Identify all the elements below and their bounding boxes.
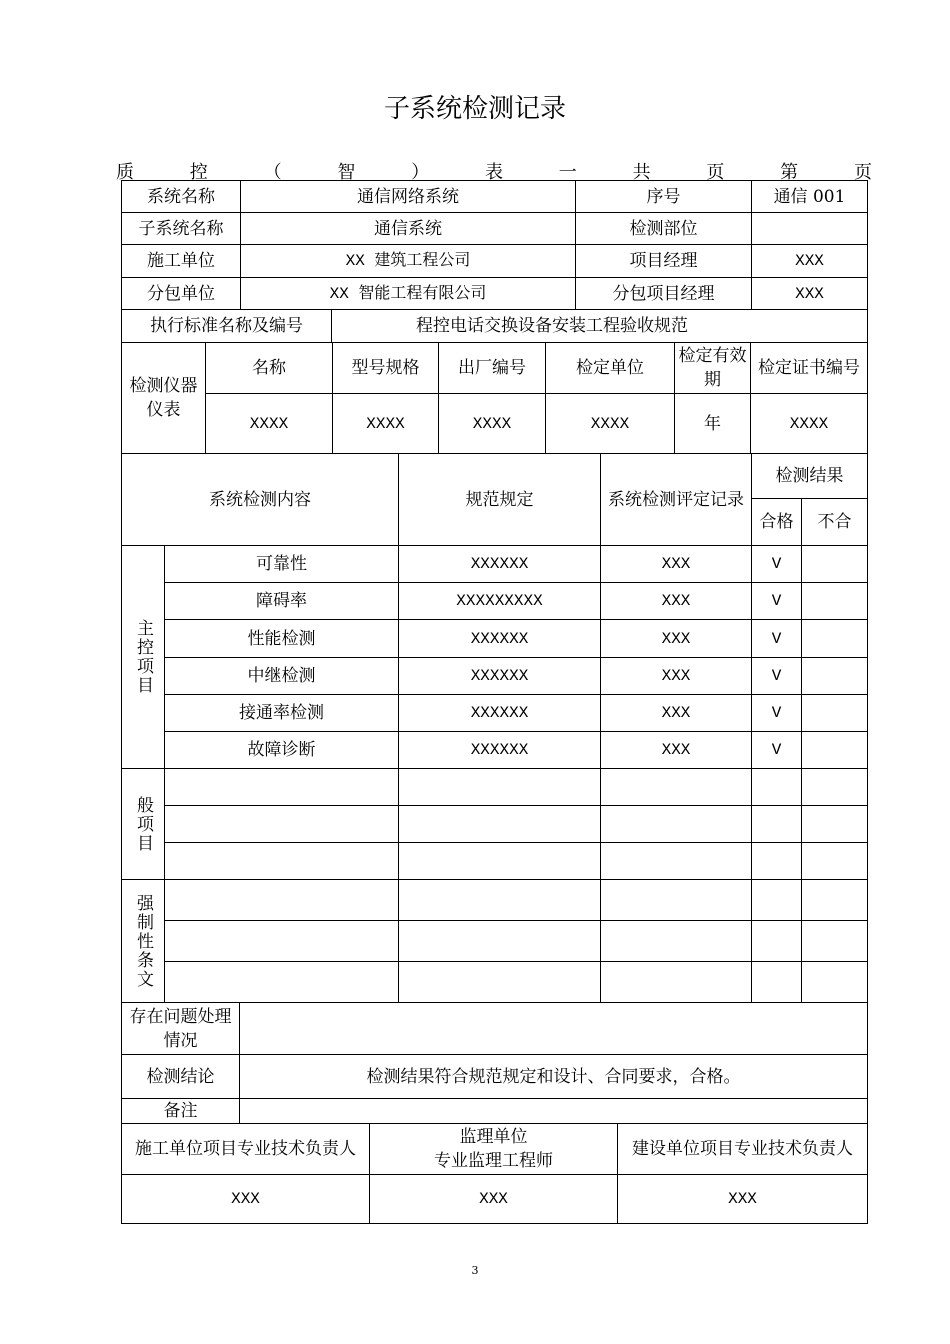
record-header: 系统检测评定记录 (601, 454, 752, 546)
general-item-cell (752, 843, 802, 880)
mandatory-item-cell (165, 880, 399, 921)
main-items-label: 主控项目 (122, 546, 165, 769)
check-table (121, 453, 868, 1003)
main-item-pass: V (752, 583, 802, 620)
form-subheader (116, 158, 872, 183)
general-item-cell (165, 806, 399, 843)
mandatory-item-cell (399, 962, 601, 1003)
instrument-value: XXXX (439, 394, 546, 454)
subcontractor-value: XX 智能工程有限公司 (241, 278, 576, 310)
subheader-char: 页 (853, 162, 872, 183)
subheader-char: 智 (337, 162, 356, 183)
contractor-tech-label: 施工单位项目专业技术负责人 (122, 1124, 370, 1175)
sub-pm-value: XXX (752, 278, 868, 310)
mandatory-item-cell (601, 880, 752, 921)
mandatory-item-cell (802, 962, 868, 1003)
conclusion-table (121, 1002, 868, 1124)
main-item-record: XXX (601, 583, 752, 620)
contractor-tech-name: XXX (122, 1175, 370, 1224)
general-item-cell (802, 769, 868, 806)
main-item-fail (802, 658, 868, 695)
location-value (752, 213, 868, 245)
instrument-header: 检定单位 (546, 343, 675, 394)
pass-header: 合格 (752, 499, 802, 546)
main-item-fail (802, 546, 868, 583)
subheader-char: 质 (116, 162, 134, 183)
instrument-table (121, 342, 868, 454)
mandatory-item-cell (399, 880, 601, 921)
general-item-cell (165, 843, 399, 880)
main-item-name: 障碍率 (165, 583, 399, 620)
instrument-value: XXXX (333, 394, 439, 454)
subsystem-label: 子系统名称 (122, 213, 241, 245)
main-item-pass: V (752, 695, 802, 732)
main-item-record: XXX (601, 546, 752, 583)
instrument-header: 检定有效期 (675, 343, 751, 394)
main-item-spec: XXXXXX (399, 546, 601, 583)
main-item-fail (802, 583, 868, 620)
general-item-cell (399, 769, 601, 806)
owner-tech-name: XXX (618, 1175, 868, 1224)
main-item-pass: V (752, 546, 802, 583)
main-item-spec: XXXXXX (399, 732, 601, 769)
instrument-header: 出厂编号 (439, 343, 546, 394)
issues-value (240, 1003, 868, 1055)
general-items-label: 般项目 (122, 769, 165, 880)
main-item-pass: V (752, 732, 802, 769)
instrument-value: XXXX (546, 394, 675, 454)
main-item-name: 故障诊断 (165, 732, 399, 769)
conclusion-value: 检测结果符合规范规定和设计、合同要求，合格。 (240, 1055, 868, 1099)
subheader-char: 第 (780, 162, 799, 183)
instrument-value: XXXX (751, 394, 868, 454)
instrument-label: 检测仪器仪表 (122, 343, 206, 454)
main-item-name: 性能检测 (165, 620, 399, 658)
standard-label: 执行标准名称及编号 (122, 310, 332, 343)
general-item-cell (165, 769, 399, 806)
signature-table (121, 1123, 868, 1224)
mandatory-item-cell (752, 962, 802, 1003)
general-item-cell (802, 806, 868, 843)
spec-header: 规范规定 (399, 454, 601, 546)
pm-label: 项目经理 (576, 245, 752, 278)
mandatory-items-label: 强制性条文 (122, 880, 165, 1003)
fail-header: 不合 (802, 499, 868, 546)
contractor-label: 施工单位 (122, 245, 241, 278)
general-item-cell (802, 843, 868, 880)
issues-label: 存在问题处理情况 (122, 1003, 240, 1055)
mandatory-item-cell (165, 962, 399, 1003)
main-item-pass: V (752, 620, 802, 658)
subcontractor-label: 分包单位 (122, 278, 241, 310)
subheader-char: 共 (632, 162, 651, 183)
seq-label: 序号 (576, 181, 752, 213)
mandatory-item-cell (399, 921, 601, 962)
general-item-cell (752, 806, 802, 843)
main-item-fail (802, 695, 868, 732)
general-item-cell (601, 806, 752, 843)
subheader-char: 控 (189, 162, 208, 183)
main-item-name: 中继检测 (165, 658, 399, 695)
general-item-cell (752, 769, 802, 806)
page-title: 子系统检测记录 (383, 94, 566, 124)
mandatory-item-cell (165, 921, 399, 962)
main-item-record: XXX (601, 695, 752, 732)
instrument-header: 型号规格 (333, 343, 439, 394)
contractor-value: XX 建筑工程公司 (241, 245, 576, 278)
mandatory-item-cell (802, 921, 868, 962)
owner-tech-label: 建设单位项目专业技术负责人 (618, 1124, 868, 1175)
page-number: 3 (471, 1264, 479, 1277)
standard-table (121, 309, 868, 343)
pm-value: XXX (752, 245, 868, 278)
content-header: 系统检测内容 (122, 454, 399, 546)
system-name-value: 通信网络系统 (241, 181, 576, 213)
mandatory-item-cell (802, 880, 868, 921)
subheader-char: （ (263, 162, 282, 183)
mandatory-item-cell (752, 921, 802, 962)
subheader-char: 页 (706, 162, 725, 183)
main-item-record: XXX (601, 732, 752, 769)
subheader-char: 表 (484, 162, 503, 183)
instrument-value: 年 (675, 394, 751, 454)
supervisor-label: 监理单位 专业监理工程师 (370, 1124, 618, 1175)
main-item-spec: XXXXXX (399, 658, 601, 695)
main-item-fail (802, 620, 868, 658)
sub-pm-label: 分包项目经理 (576, 278, 752, 310)
location-label: 检测部位 (576, 213, 752, 245)
subsystem-value: 通信系统 (241, 213, 576, 245)
instrument-value: XXXX (206, 394, 333, 454)
conclusion-label: 检测结论 (122, 1055, 240, 1099)
main-item-record: XXX (601, 620, 752, 658)
subheader-char: ） (411, 162, 430, 183)
system-name-label: 系统名称 (122, 181, 241, 213)
main-item-pass: V (752, 658, 802, 695)
remark-label: 备注 (122, 1099, 240, 1124)
info-table (121, 180, 868, 310)
main-item-spec: XXXXXXXXX (399, 583, 601, 620)
general-item-cell (399, 806, 601, 843)
result-header: 检测结果 (752, 454, 868, 499)
main-item-spec: XXXXXX (399, 620, 601, 658)
main-item-record: XXX (601, 658, 752, 695)
supervisor-name: XXX (370, 1175, 618, 1224)
general-item-cell (399, 843, 601, 880)
mandatory-item-cell (752, 880, 802, 921)
general-item-cell (601, 769, 752, 806)
main-item-name: 可靠性 (165, 546, 399, 583)
general-item-cell (601, 843, 752, 880)
standard-value: 程控电话交换设备安装工程验收规范 (332, 310, 868, 343)
instrument-header: 名称 (206, 343, 333, 394)
mandatory-item-cell (601, 962, 752, 1003)
seq-value: 通信 001 (752, 181, 868, 213)
subheader-char: 一 (558, 162, 577, 183)
mandatory-item-cell (601, 921, 752, 962)
main-item-fail (802, 732, 868, 769)
remark-value (240, 1099, 868, 1124)
main-item-name: 接通率检测 (165, 695, 399, 732)
instrument-header: 检定证书编号 (751, 343, 868, 394)
main-item-spec: XXXXXX (399, 695, 601, 732)
